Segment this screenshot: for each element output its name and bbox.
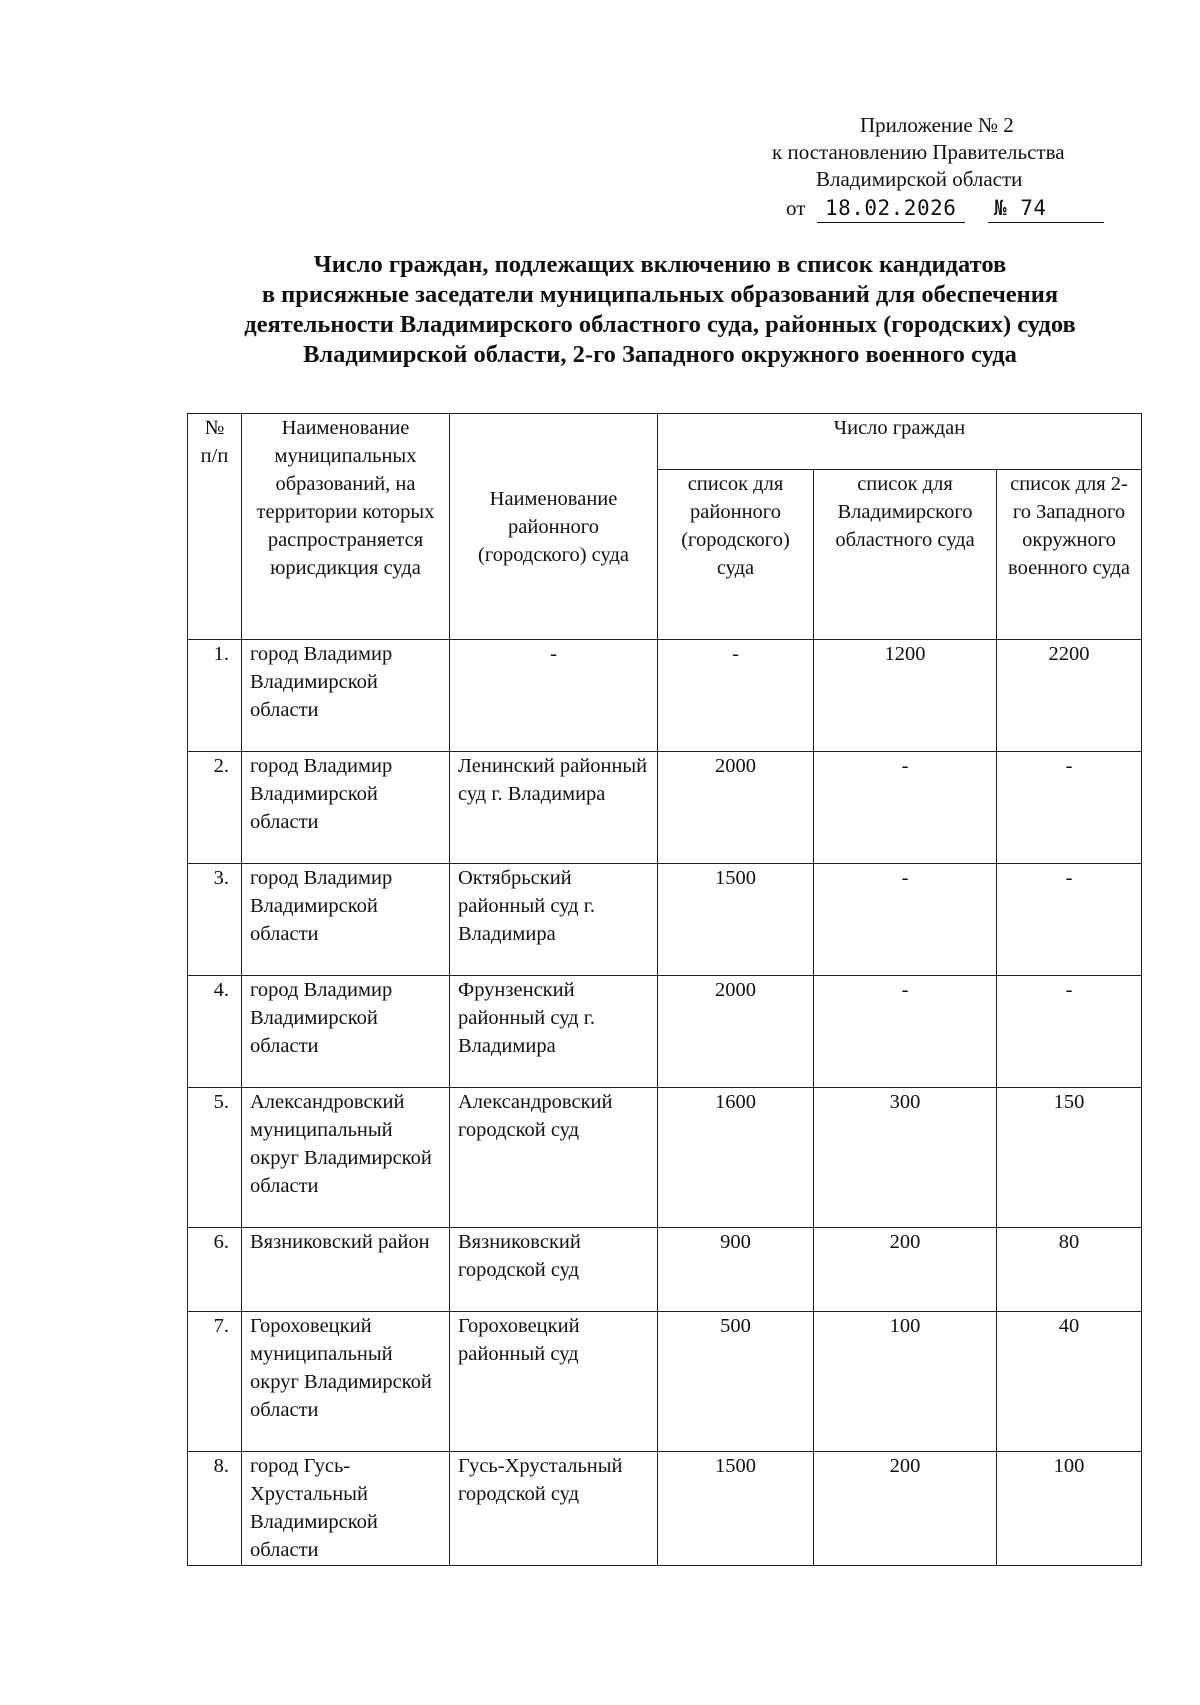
row-regional: 1200 [814, 640, 997, 752]
title-line-1: Число граждан, подлежащих включению в список кандидатов [313, 251, 1007, 278]
row-regional: - [814, 976, 997, 1088]
row-regional: 200 [814, 1452, 997, 1566]
decree-number-field [988, 195, 1104, 223]
row-municipality: Вязниковский район [242, 1228, 450, 1312]
header-district-list: список для районного (городского) суда [658, 470, 814, 640]
title-line-4: Владимирской области, 2-го Западного окружного военного суда [303, 341, 1017, 368]
row-military: 80 [997, 1228, 1142, 1312]
row-district: 1600 [658, 1088, 814, 1228]
row-court: Александровский городской суд [450, 1088, 658, 1228]
row-municipality: город Владимир Владимирской области [242, 640, 450, 752]
row-num: 4. [188, 976, 242, 1088]
row-court: - [450, 640, 658, 752]
header-court: Наименование районного (городского) суда [450, 414, 658, 640]
table-row [188, 1228, 1142, 1312]
header-row-1 [188, 414, 1142, 470]
date-prefix: от [786, 196, 806, 220]
row-regional: - [814, 752, 997, 864]
row-num: 5. [188, 1088, 242, 1228]
row-court: Гороховецкий районный суд [450, 1312, 658, 1452]
row-military: - [997, 976, 1142, 1088]
decree-date: 18.02.2026 [817, 195, 965, 223]
header-municipality: Наименование муниципальных образований, на территории которых распространяется юрисдикция суда [242, 414, 450, 640]
row-num: 8. [188, 1452, 242, 1566]
row-military: - [997, 864, 1142, 976]
row-municipality: Гороховецкий муниципальный округ Владимирской области [242, 1312, 450, 1452]
row-regional: 100 [814, 1312, 997, 1452]
row-municipality: Александровский муниципальный округ Владимирской области [242, 1088, 450, 1228]
row-municipality: город Гусь-Хрустальный Владимирской области [242, 1452, 450, 1566]
row-district: 1500 [658, 1452, 814, 1566]
row-regional: - [814, 864, 997, 976]
header-military-list: список для 2-го Западного окружного военного суда [997, 470, 1142, 640]
table-row [188, 864, 1142, 976]
row-regional: 300 [814, 1088, 997, 1228]
row-district: 1500 [658, 864, 814, 976]
title-line-2: в присяжные заседатели муниципальных образований для обеспечения [261, 281, 1059, 308]
row-municipality: город Владимир Владимирской области [242, 864, 450, 976]
row-military: 150 [997, 1088, 1142, 1228]
citizens-table [187, 413, 1142, 1566]
table-row [188, 640, 1142, 752]
appendix-title: Приложение № 2 [860, 113, 1014, 137]
row-num: 7. [188, 1312, 242, 1452]
row-municipality: город Владимир Владимирской области [242, 752, 450, 864]
row-num: 2. [188, 752, 242, 864]
row-num: 1. [188, 640, 242, 752]
row-num: 3. [188, 864, 242, 976]
row-court: Ленинский районный суд г. Владимира [450, 752, 658, 864]
row-military: - [997, 752, 1142, 864]
appendix-region: Владимирской области [816, 167, 1023, 191]
table-row [188, 1088, 1142, 1228]
row-court: Фрунзенский районный суд г. Владимира [450, 976, 658, 1088]
row-court: Октябрьский районный суд г. Владимира [450, 864, 658, 976]
row-district: 2000 [658, 976, 814, 1088]
row-district: - [658, 640, 814, 752]
title-line-3: деятельности Владимирского областного суда, районных (городских) судов [244, 311, 1076, 338]
document-title [160, 250, 1160, 370]
row-regional: 200 [814, 1228, 997, 1312]
row-district: 900 [658, 1228, 814, 1312]
table-row [188, 752, 1142, 864]
appendix-block [760, 112, 1120, 223]
row-num: 6. [188, 1228, 242, 1312]
row-military: 40 [997, 1312, 1142, 1452]
row-court: Гусь-Хрустальный городской суд [450, 1452, 658, 1566]
appendix-decree: к постановлению Правительства [772, 140, 1065, 164]
table-row [188, 1312, 1142, 1452]
row-military: 2200 [997, 640, 1142, 752]
row-district: 2000 [658, 752, 814, 864]
decree-number: 74 [1020, 196, 1047, 220]
number-prefix: № [993, 196, 1008, 220]
row-municipality: город Владимир Владимирской области [242, 976, 450, 1088]
row-district: 500 [658, 1312, 814, 1452]
row-military: 100 [997, 1452, 1142, 1566]
appendix-date-line [760, 195, 1120, 223]
table-row [188, 976, 1142, 1088]
header-regional-list: список для Владимирского областного суда [814, 470, 997, 640]
table-row [188, 1452, 1142, 1566]
header-num: № п/п [188, 414, 242, 640]
header-citizens: Число граждан [658, 414, 1142, 470]
row-court: Вязниковский городской суд [450, 1228, 658, 1312]
